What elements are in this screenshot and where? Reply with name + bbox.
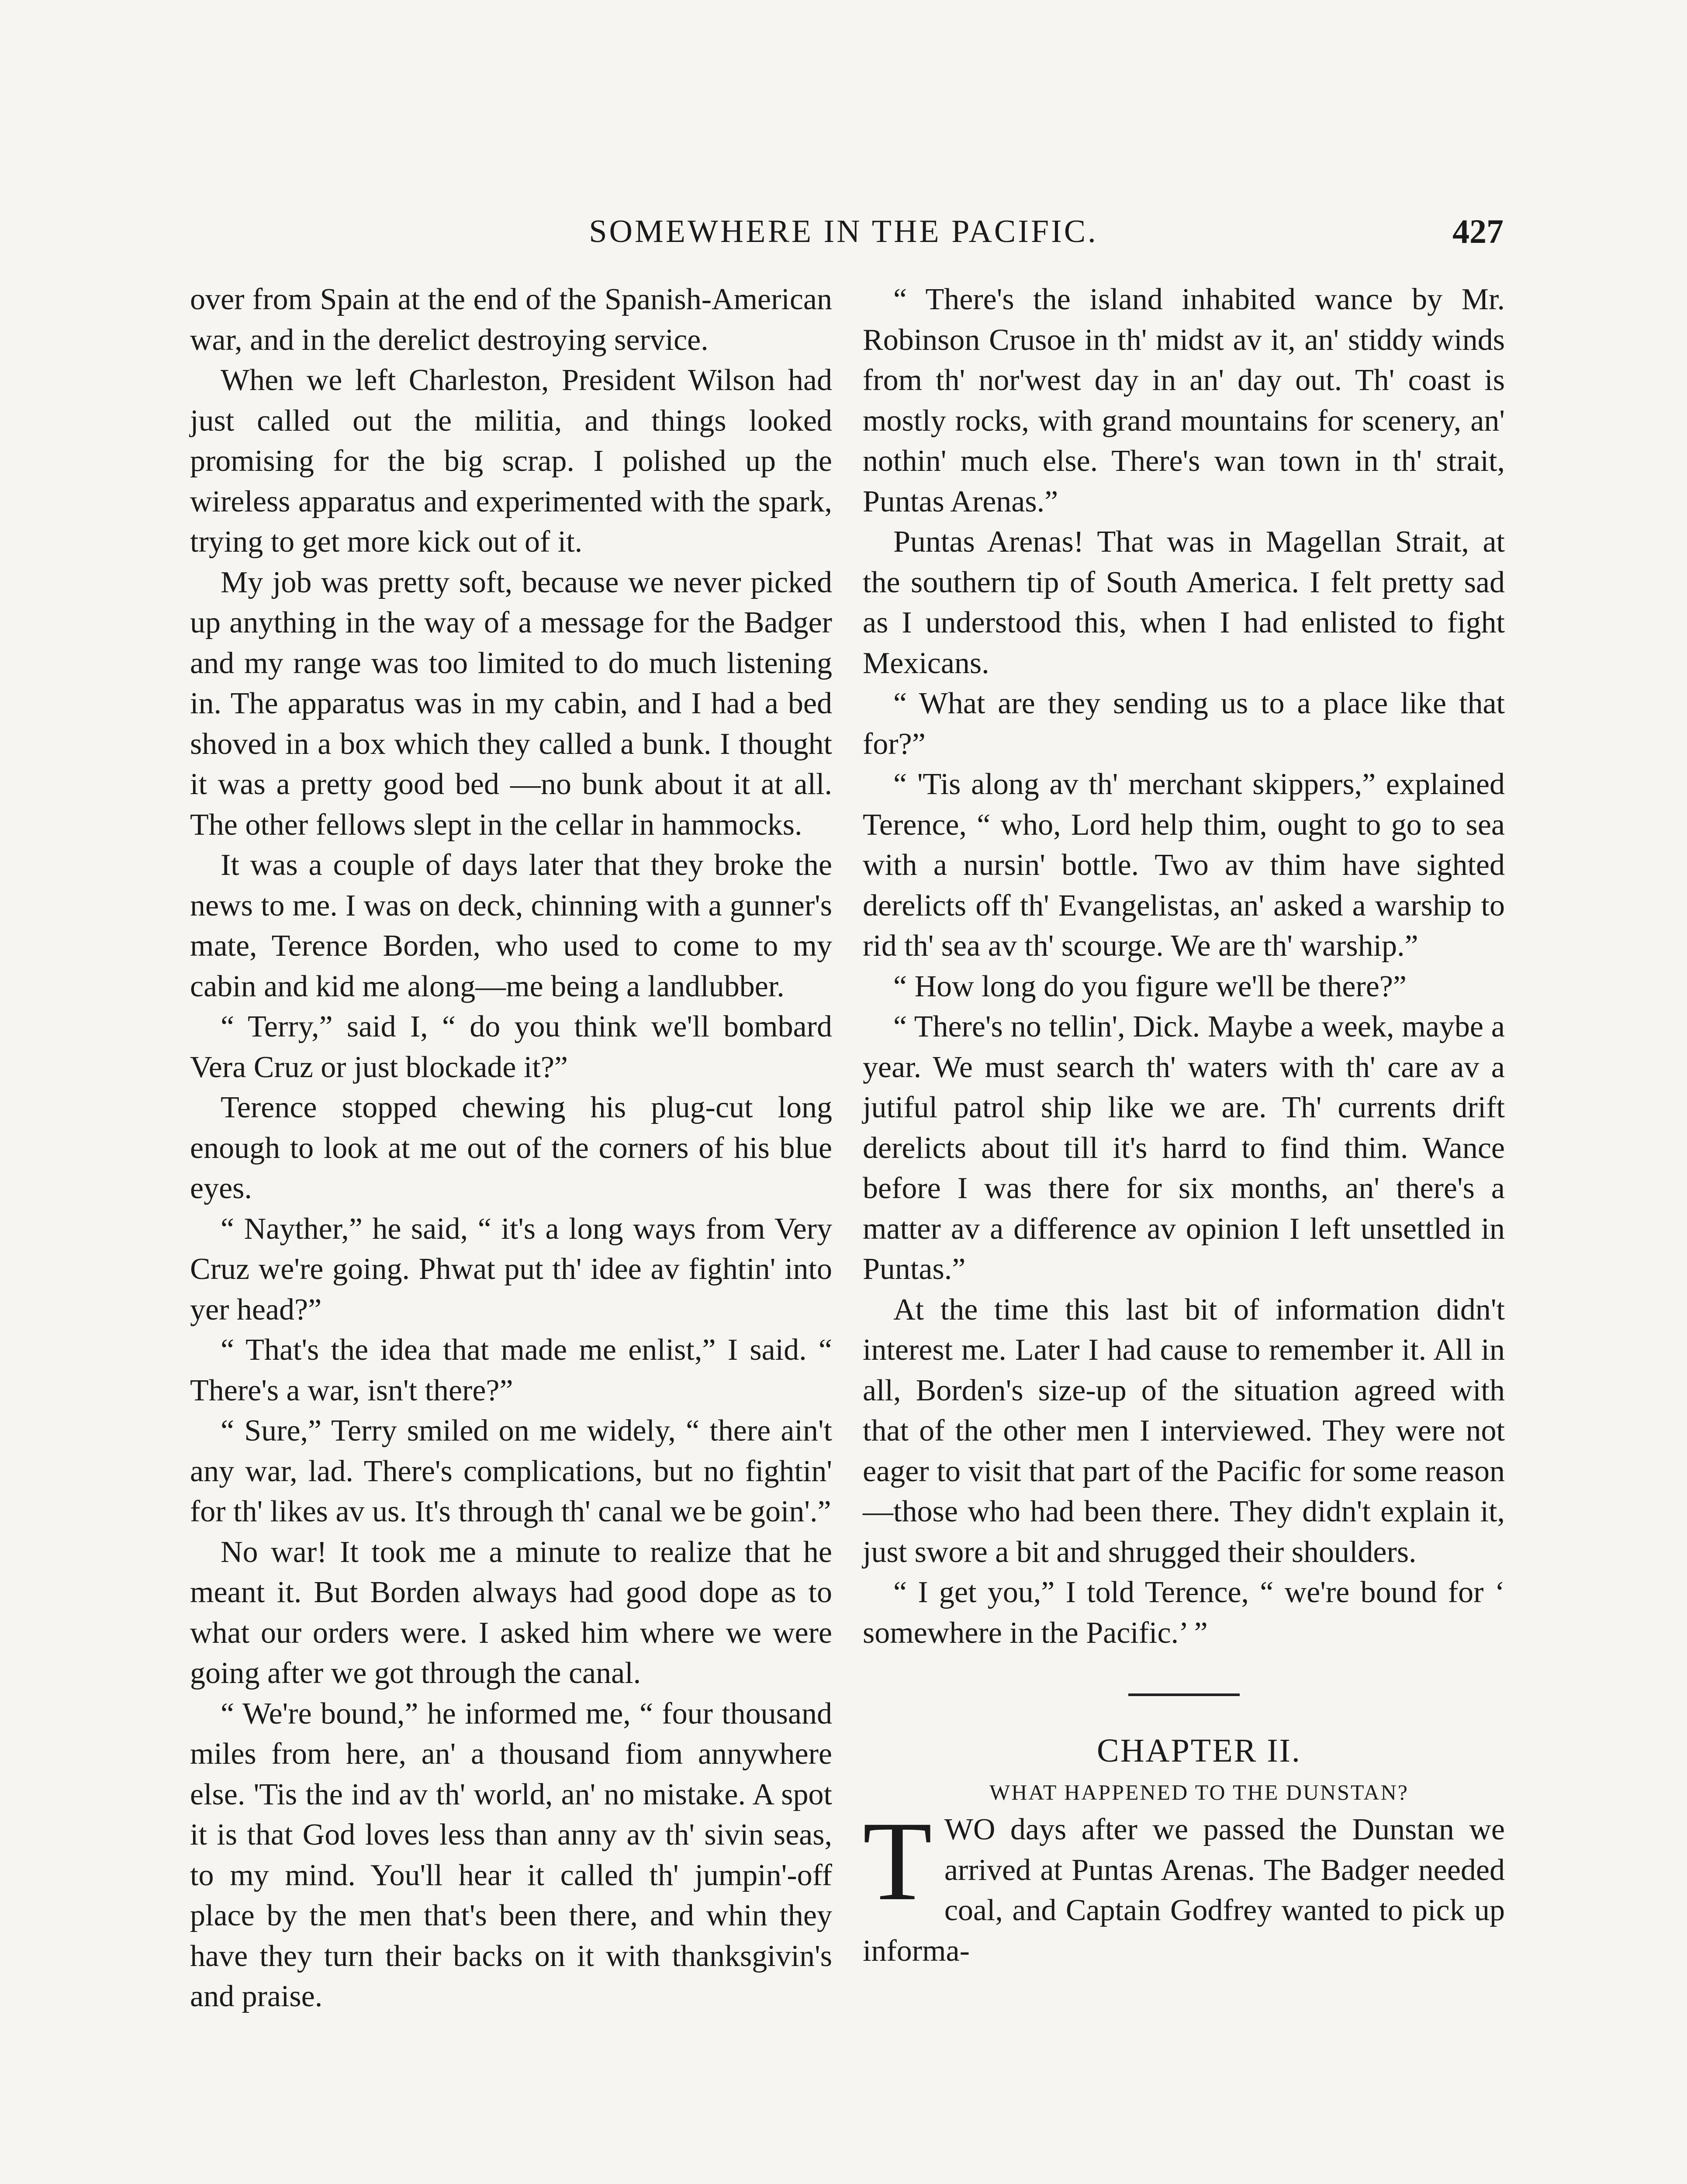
running-title: SOMEWHERE IN THE PACIFIC. bbox=[589, 214, 1098, 249]
paragraph: “ There's no tellin', Dick. Maybe a week, maybe a year. We must search th' waters with th' care av a jutiful patrol ship like we are. Th' currents drift derelicts about till it's harrd to find thim. Wance before I was there for six months, an' there's a matter av a difference av opinion I left unsettled in Puntas.” bbox=[863, 1010, 1505, 1286]
paragraph: It was a couple of days later that they broke the news to me. I was on deck, chinning with a gunner's mate, Terence Borden, who used to come to my cabin and kid me along—me being a landlubber. bbox=[190, 848, 832, 1003]
right-column bbox=[863, 280, 1505, 1971]
paragraph: Terence stopped chewing his plug-cut long enough to look at me out of the corners of his blue eyes. bbox=[190, 1091, 832, 1205]
paragraph: When we left Charleston, President Wilson had just called out the militia, and things looked promising for the big scrap. I polished up the wireless apparatus and experimented with the spark, trying to get more kick out of it. bbox=[190, 363, 832, 559]
paragraph: At the time this last bit of information didn't interest me. Later I had cause to remember it. All in all, Borden's size-up of the situation agreed with that of the other men I interviewed. They were not eager to visit that part of the Pacific for some reason—those who had been there. They didn't explain it, just swore a bit and shrugged their shoulders. bbox=[863, 1292, 1505, 1569]
chapter-opening-text: WO days after we passed the Dunstan we arrived at Puntas Arenas. The Badger needed coal, and Captain Godfrey wanted to pick up informa- bbox=[863, 1813, 1505, 1968]
paragraph: “ That's the idea that made me enlist,” I said. “ There's a war, isn't there?” bbox=[190, 1333, 832, 1407]
left-column bbox=[190, 280, 832, 2017]
paragraph: “ Terry,” said I, “ do you think we'll bombard Vera Cruz or just blockade it?” bbox=[190, 1010, 832, 1084]
chapter-opening-paragraph bbox=[863, 1798, 1505, 1971]
paragraph: “ There's the island inhabited wance by Mr. Robinson Crusoe in th' midst av it, an' stiddy winds from th' nor'west day in an' day out. Th' coast is mostly rocks, with grand mountains for scenery, an' nothin' much else. There's wan town in th' strait, Puntas Arenas.” bbox=[863, 283, 1505, 518]
paragraph: No war! It took me a minute to realize that he meant it. But Borden always had good dope as to what our orders were. I asked him where we were going after we got through the canal. bbox=[190, 1535, 832, 1690]
paragraph: “ What are they sending us to a place like that for?” bbox=[863, 687, 1505, 761]
paragraph: over from Spain at the end of the Spanish-American war, and in the derelict destroying service. bbox=[190, 283, 832, 357]
paragraph: My job was pretty soft, because we never picked up anything in the way of a message for the Badger and my range was too limited to do much listening in. The apparatus was in my cabin, and I had a bed shoved in a box which they called a bunk. I thought it was a pretty good bed —no bunk about it at all. The other fellows slept in the cellar in hammocks. bbox=[190, 565, 832, 842]
paragraph: “ We're bound,” he informed me, “ four thousand miles from here, an' a thousand fiom annywhere else. 'Tis the ind av th' world, an' no mistake. A spot it is that God loves less than anny av th' sivin seas, to my mind. You'll hear it called th' jumpin'-off place by the men that's been there, and whin they have they turn their backs on it with thanksgivin's and praise. bbox=[190, 1697, 832, 2013]
paragraph: “ 'Tis along av th' merchant skippers,” explained Terence, “ who, Lord help thim, ought to go to sea with a nursin' bottle. Two av thim have sighted derelicts off th' Evangelistas, an' asked a warship to rid th' sea av th' scourge. We are th' warship.” bbox=[863, 767, 1505, 963]
chapter-subtitle: WHAT HAPPENED TO THE DUNSTAN? bbox=[989, 1780, 1409, 1804]
paragraph: “ Sure,” Terry smiled on me widely, “ there ain't any war, lad. There's complications, but no fightin' for th' likes av us. It's through th' canal we be goin'.” bbox=[190, 1414, 832, 1528]
page-number: 427 bbox=[1452, 212, 1504, 250]
section-divider bbox=[1128, 1693, 1240, 1696]
chapter-title: CHAPTER II. bbox=[1097, 1732, 1301, 1769]
paragraph: “ How long do you figure we'll be there?” bbox=[893, 969, 1407, 1003]
paragraph: “ Nayther,” he said, “ it's a long ways from Very Cruz we're going. Phwat put th' idee av fightin' into yer head?” bbox=[190, 1212, 832, 1327]
drop-cap: T bbox=[863, 1798, 932, 1924]
paragraph: Puntas Arenas! That was in Magellan Strait, at the southern tip of South America. I felt pretty sad as I understood this, when I had enlisted to fight Mexicans. bbox=[863, 525, 1505, 680]
paragraph: “ I get you,” I told Terence, “ we're bound for ‘ somewhere in the Pacific.’ ” bbox=[863, 1576, 1505, 1650]
running-header bbox=[183, 205, 1504, 258]
